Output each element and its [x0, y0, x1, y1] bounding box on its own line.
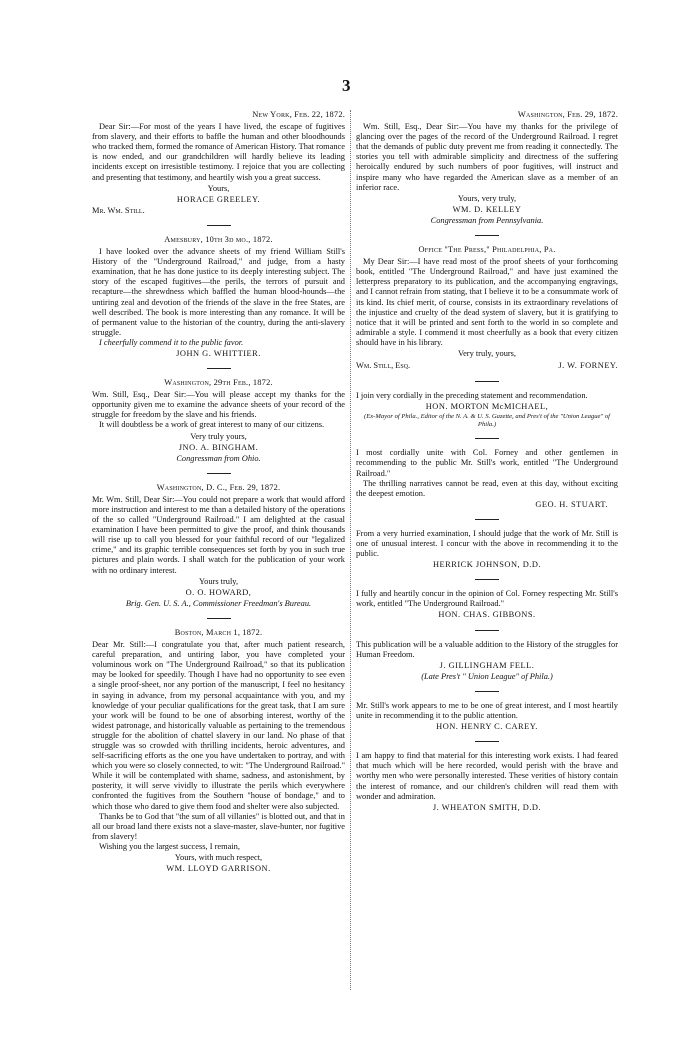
- letter-body-3: Wishing you the largest success, I remain,: [99, 841, 240, 851]
- letter-garrison: [92, 628, 345, 874]
- separator-rule: [207, 618, 231, 619]
- postscript: I cheerfully commend it to the public favor.: [99, 337, 244, 347]
- signature: HORACE GREELEY.: [176, 194, 261, 204]
- column-divider: [350, 110, 351, 990]
- letter-body: I fully and heartily concur in the opinion of Col. Forney respecting Mr. Still's work, entitled "The Underground Railroad.": [356, 589, 618, 609]
- signature: HON. HENRY C. CAREY.: [436, 722, 538, 732]
- separator-rule: [475, 519, 499, 520]
- signature: WM. LLOYD GARRISON.: [166, 864, 271, 874]
- separator-rule: [207, 473, 231, 474]
- addressee: Wm. Still, Esq.: [356, 361, 411, 371]
- closing: Yours, very truly,: [457, 193, 517, 203]
- letter-stuart: [356, 448, 618, 510]
- closing: Yours truly,: [198, 576, 239, 586]
- letter-body: Wm. Still, Esq., Dear Sir:—You will please accept my thanks for the opportunity given me to examine the advance sheets of your record of the struggle for freedom by the slave and his friends.: [92, 390, 345, 420]
- signature: HERRICK JOHNSON, D.D.: [433, 560, 541, 570]
- dateline: Amesbury, 10th 3d mo., 1872.: [164, 234, 273, 244]
- closing: Very truly yours,: [190, 431, 247, 441]
- signer-title: Brig. Gen. U. S. A., Commissioner Freedman's Bureau.: [125, 598, 312, 608]
- signer-title: Congressman from Pennsylvania.: [430, 215, 544, 225]
- signature: J. GILLINGHAM FELL.: [439, 660, 535, 670]
- letter-body: I join very cordially in the preceding statement and recommendation.: [356, 391, 588, 401]
- signature: GEO. H. STUART.: [535, 499, 608, 509]
- left-column: [92, 110, 345, 880]
- letter-body: This publication will be a valuable addition to the History of the struggles for Human Freedom.: [356, 639, 618, 659]
- letter-smith: [356, 751, 618, 813]
- letter-johnson: [356, 529, 618, 570]
- letter-greeley: [92, 110, 345, 216]
- letter-body-2: The thrilling narratives cannot be read, even at this day, without exciting the deepest emotion.: [356, 478, 618, 498]
- letter-carey: [356, 701, 618, 732]
- signature: HON. MORTON McMICHAEL,: [425, 402, 549, 412]
- signature: J. WHEATON SMITH, D.D.: [432, 802, 542, 812]
- letter-gibbons: [356, 589, 618, 620]
- letter-body: Mr. Still's work appears to me to be one of great interest, and I most heartily unite in recommending it to the public attention.: [356, 700, 618, 721]
- letter-body: Dear Sir:—For most of the years I have lived, the escape of fugitives from slavery, and their efforts to baffle the human and other bloodhounds who tracked them, formed the romance of American History. That romance is now ended, and our grandchildren will hardly believe its leading incidents except on irresistible testimony. I rejoice that you are collecting and presenting that testimony, and heartily wish you a great success.: [92, 122, 345, 182]
- signature: WM. D. KELLEY: [452, 204, 522, 214]
- closing: Very truly, yours,: [457, 348, 517, 358]
- right-column: [356, 110, 618, 819]
- separator-rule: [475, 691, 499, 692]
- letter-body-2: Thanks be to God that "the sum of all villanies" is blotted out, and that in all our broad land there exists not a slave-master, slave-hunter, nor fugitive from slavery!: [92, 811, 345, 841]
- signer-note: (Ex-Mayor of Phila., Editor of the N. A. & U. S. Gazette, and Pres't of the "Union League" of Phila.): [364, 413, 610, 429]
- dateline: Boston, March 1, 1872.: [174, 627, 263, 637]
- separator-rule: [207, 225, 231, 226]
- letter-kelley: [356, 110, 618, 226]
- letter-body: I am happy to find that material for this interesting work exists. I had feared that much which will be here recorded, would perish with the brave and worthy men who were personally interested. These verities of history contain the interest of romance, and our children's children will read them with wonder and admiration.: [356, 751, 618, 801]
- letter-body-2: It will doubtless be a work of great interest to many of our citizens.: [99, 420, 325, 430]
- signature: JOHN G. WHITTIER.: [176, 348, 261, 358]
- separator-rule: [475, 235, 499, 236]
- dateline: Washington, Feb. 29, 1872.: [517, 110, 618, 119]
- letter-body: My Dear Sir:—I have read most of the proof sheets of your forthcoming book, entitled "The Underground Railroad," and have just examined the letterpress preparatory to its publication, and the accompanying engravings, and I cannot refrain from stating, that I believe it to be a consummate work of its kind. Its chief merit, of course, consists in its extraordinary revelations of the injustice and cruelty of the dead system of slavery, but it is gratifying to notice that it will be printed and sent forth to the world in so complete and admirable a style. I commend it most cheerfully as a book that every citizen should have in his library.: [356, 257, 618, 347]
- dateline: Office "The Press," Philadelphia, Pa.: [418, 245, 556, 255]
- separator-rule: [475, 630, 499, 631]
- letter-body: Wm. Still, Esq., Dear Sir:—You have my thanks for the privilege of glancing over the pages of the record of the Underground Railroad. I regret that the demands of public duty prevent me from reading it connectedly. The stories you tell with admirable simplicity and directness of the suffering heroically endured by such numbers of poor fugitives, will instruct and inspire many who have regarded the American slave as a member of an inferior race.: [356, 122, 618, 192]
- dateline: New York, Feb. 22, 1872.: [252, 110, 345, 119]
- signer-title: (Late Pres't " Union League" of Phila.): [421, 671, 553, 681]
- separator-rule: [475, 741, 499, 742]
- letter-body: Mr. Wm. Still, Dear Sir:—You could not prepare a work that would afford more instruction and interest to me than a detailed history of the operations of the so called "Underground Railroad." I am delighted at the casual examination I have been permitted to give the proof, and think thousands will rise up to call you blessed for your faithful record of our "legalized crime," and its graphic terrible consequences set forth by you in such true pictures and plain words. I shall watch for the publication of your work with no ordinary interest.: [92, 494, 345, 575]
- signature: HON. CHAS. GIBBONS.: [438, 610, 536, 620]
- letter-whittier: [92, 235, 345, 359]
- page-number: 3: [342, 76, 351, 95]
- separator-rule: [207, 368, 231, 369]
- signer-title: Congressman from Ohio.: [176, 453, 261, 463]
- separator-rule: [475, 438, 499, 439]
- signature: O. O. HOWARD,: [185, 587, 252, 597]
- letter-mcmichael: [356, 391, 618, 429]
- signature: JNO. A. BINGHAM.: [178, 442, 259, 452]
- dateline: Washington, D. C., Feb. 29, 1872.: [156, 482, 281, 492]
- letter-body: I have looked over the advance sheets of my friend William Still's History of the "Underground Railroad," and judge, from a hasty examination, that he has done justice to its deeply interesting subject. The story of the escaped fugitives—the perils, the terrors of pursuit and recapture—the shrewdness which baffled the human blood-hounds—the untiring zeal and devotion of the friends of the slave in the free States, are well described. The book is more interesting than any romance. It will be of permanent value to the historian of the country, during the anti-slavery struggle.: [92, 247, 345, 337]
- separator-rule: [475, 381, 499, 382]
- letter-body: I most cordially unite with Col. Forney and other gentlemen in recommending to the public Mr. Still's work, entitled "The Underground Railroad.": [356, 448, 618, 478]
- letter-howard: [92, 483, 345, 609]
- letter-body: Dear Mr. Still:—I congratulate you that, after much patient research, careful preparation, and untiring labor, you have completed your voluminous work on "The Underground Railroad," so that its publication may be looked for speedily. Though I have had no opportunity to see even a single proof-sheet, nor any portion of the manuscript, I feel no hesitancy in saying in advance, from my personal acquaintance with you, and my knowledge of your peculiar qualifications for the great task, that I am sure your work will be found to be one of absorbing interest, worthy of the widest patronage, and historically valuable as pertaining to the tremendous struggle for the abolition of chattel slavery in our land. No phase of that struggle was so crowded with thrilling incidents, heroic adventures, and self-sacrificing efforts as the one you have undertaken to portray, and with which you were so closely connected, to wit: "The Underground Railroad." While it will be contemplated with shame, sadness, and astonishment, by posterity, it will serve vividly to illustrate the perils which everywhere confronted the fugitives from the Southern "house of bondage," and to which those who dared to give them food and shelter were also subjected.: [92, 640, 345, 811]
- separator-rule: [475, 579, 499, 580]
- forney-signoff: [356, 360, 618, 372]
- signature: J. W. FORNEY.: [558, 361, 618, 371]
- closing: Yours,: [207, 183, 230, 193]
- closing: Yours, with much respect,: [174, 853, 263, 862]
- letter-bingham: [92, 378, 345, 464]
- addressee: Mr. Wm. Still.: [92, 205, 145, 215]
- letter-fell: [356, 640, 618, 682]
- letter-body: From a very hurried examination, I should judge that the work of Mr. Still is one of unusual interest. I concur with the above in recommending it to the public.: [356, 528, 618, 559]
- letter-forney: [356, 245, 618, 372]
- dateline: Washington, 29th Feb., 1872.: [164, 378, 273, 388]
